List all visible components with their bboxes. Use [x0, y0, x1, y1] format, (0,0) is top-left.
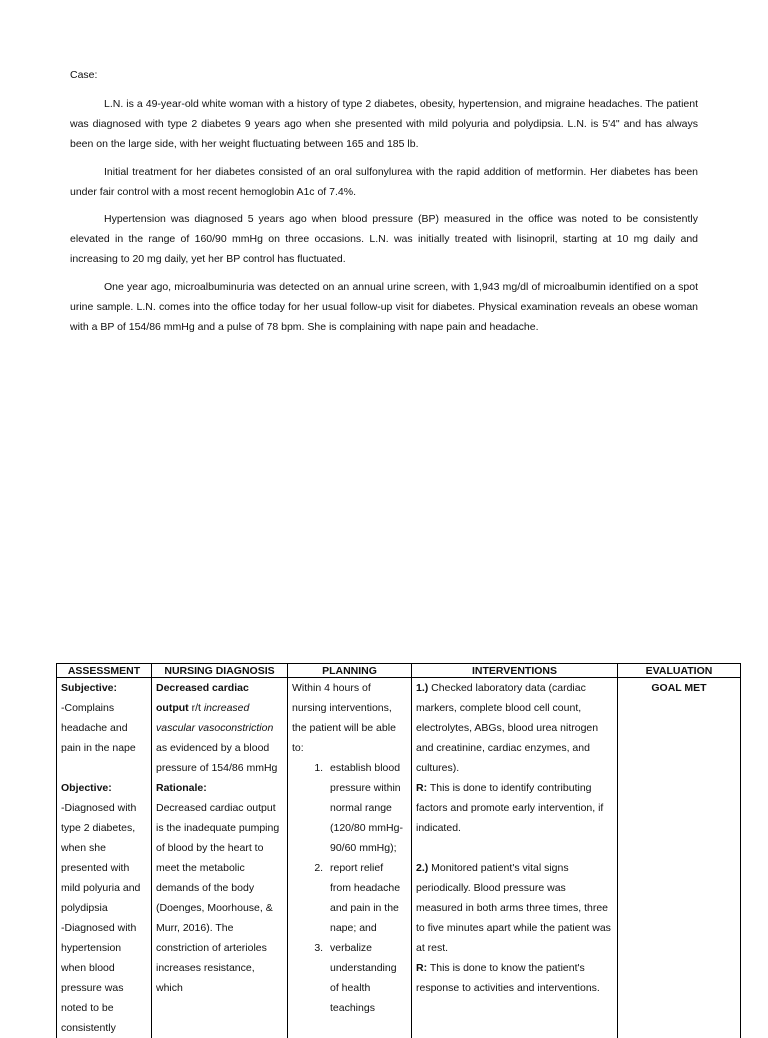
header-evaluation: EVALUATION	[618, 664, 741, 678]
rationale-label: Rationale:	[156, 778, 283, 798]
subjective-text: -Complains headache and pain in the nape	[61, 698, 147, 758]
case-paragraph-4: One year ago, microalbuminuria was detected on an annual urine screen, with 1,943 mg/dl of microalbumin identified on a spot urine sample. L.N. comes into the office today for her usual follow-up visit for diabetes. Physical examination reveals an obese woman with a BP of 154/86 mmHg and a pulse of 78 bpm. She is complaining with nape pain and headache.	[70, 277, 698, 337]
table-row	[57, 678, 741, 1038]
table-header-row	[57, 664, 741, 678]
nursing-care-plan-table	[56, 663, 741, 1038]
intervention-2-text: Monitored patient's vital signs periodically. Blood pressure was measured in both arms three times, three to five minutes apart while the patient was at rest.	[416, 862, 611, 954]
planning-goal: 3. verbalize understanding of health teachings	[326, 938, 407, 1018]
rationale-2-label: R:	[416, 962, 427, 974]
header-planning: PLANNING	[288, 664, 412, 678]
interventions-cell	[412, 678, 618, 1038]
planning-goals-list	[292, 758, 407, 1018]
assessment-cell	[57, 678, 152, 1038]
intervention-1-number: 1.)	[416, 682, 428, 694]
diagnosis-title: Decreased cardiac output	[156, 682, 249, 714]
planning-intro: Within 4 hours of nursing interventions, the patient will be able to:	[292, 678, 407, 758]
rationale-1	[416, 778, 613, 838]
intervention-2	[416, 858, 613, 958]
diagnosis-rt: r/t	[189, 702, 204, 714]
objective-text-1: -Diagnosed with type 2 diabetes, when she presented with mild polyuria and polydipsia	[61, 798, 147, 918]
subjective-label: Subjective:	[61, 678, 147, 698]
header-assessment: ASSESSMENT	[57, 664, 152, 678]
intervention-1	[416, 678, 613, 778]
diagnosis-statement	[156, 678, 283, 778]
case-paragraph-1: L.N. is a 49-year-old white woman with a history of type 2 diabetes, obesity, hypertension, and migraine headaches. The patient was diagnosed with type 2 diabetes 9 years ago when she presented with mild polyuria and polydipsia. L.N. is 5'4" and has always been on the large side, with her weight fluctuating between 165 and 185 lb.	[70, 94, 698, 154]
rationale-2-text: This is done to know the patient's response to activities and interventions.	[416, 962, 600, 994]
case-paragraph-2: Initial treatment for her diabetes consisted of an oral sulfonylurea with the rapid addition of metformin. Her diabetes has been under fair control with a most recent hemoglobin A1c of 7.4%.	[70, 162, 698, 202]
rationale-1-label: R:	[416, 782, 427, 794]
case-paragraph-3: Hypertension was diagnosed 5 years ago when blood pressure (BP) measured in the office was noted to be consistently elevated in the range of 160/90 mmHg on three occasions. L.N. was initially treated with lisinopril, starting at 10 mg daily and increasing to 20 mg daily, yet her BP control has fluctuated.	[70, 209, 698, 269]
intervention-1-text: Checked laboratory data (cardiac markers, complete blood cell count, electrolytes, ABGs, blood urea nitrogen and creatinine, cardiac enzymes, and cultures).	[416, 682, 598, 774]
rationale-text: Decreased cardiac output is the inadequate pumping of blood by the heart to meet the metabolic demands of the body (Doenges, Moorhouse, & Murr, 2016). The constriction of arterioles increases resistance, which	[156, 798, 283, 998]
rationale-1-text: This is done to identify contributing factors and promote early intervention, if indicated.	[416, 782, 603, 834]
planning-cell	[288, 678, 412, 1038]
header-interventions: INTERVENTIONS	[412, 664, 618, 678]
objective-label: Objective:	[61, 778, 147, 798]
evaluation-status: GOAL MET	[622, 678, 736, 698]
planning-goal: 1. establish blood pressure within normal range (120/80 mmHg-90/60 mmHg);	[326, 758, 407, 858]
diagnosis-evidence: as evidenced by a blood pressure of 154/86 mmHg	[156, 742, 277, 774]
case-label: Case:	[70, 69, 97, 81]
evaluation-cell	[618, 678, 741, 1038]
diagnosis-related: increased vascular vasoconstriction	[156, 702, 273, 734]
header-nursing-diagnosis: NURSING DIAGNOSIS	[152, 664, 288, 678]
intervention-2-number: 2.)	[416, 862, 428, 874]
objective-text-2: -Diagnosed with hypertension when blood pressure was noted to be consistently	[61, 918, 147, 1038]
rationale-2	[416, 958, 613, 998]
planning-goal: 2. report relief from headache and pain in the nape; and	[326, 858, 407, 938]
diagnosis-cell	[152, 678, 288, 1038]
